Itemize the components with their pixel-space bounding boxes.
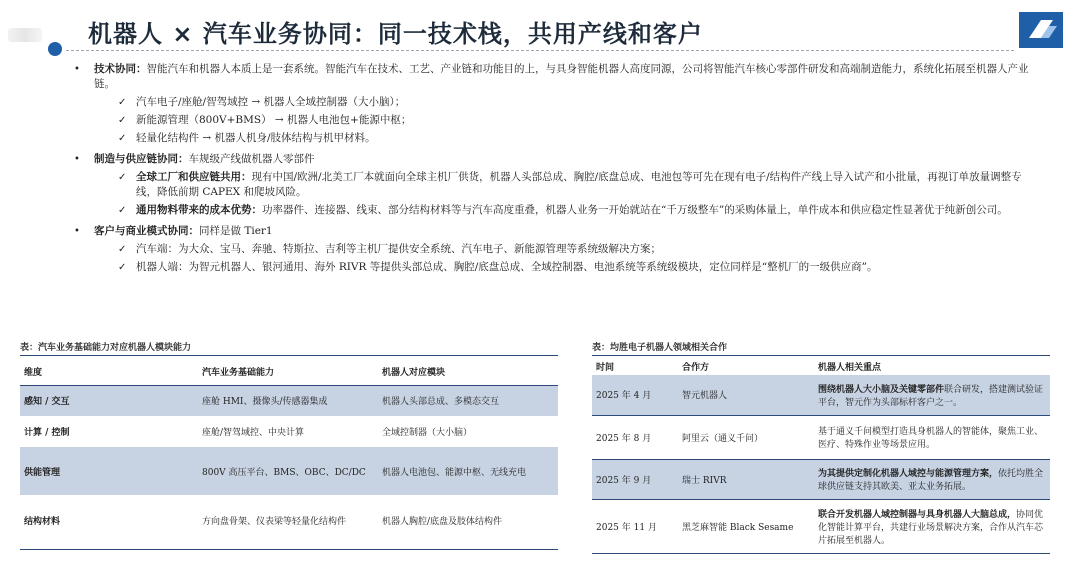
- page-header: [0, 0, 1080, 52]
- sub-item: [94, 242, 1030, 257]
- focus-text: 联合研发，搭建测试验证平台，智元作为头部标杆客户之一。: [818, 384, 1044, 408]
- bullet-section: [70, 62, 1030, 281]
- table2-top-rule: [592, 355, 1050, 356]
- table-row: [592, 499, 1050, 553]
- bullet-customer: [70, 224, 1030, 275]
- table-cell: [814, 499, 1050, 553]
- bullet-text: 车规级产线做机器人零部件: [188, 153, 315, 165]
- table2: [592, 357, 1050, 554]
- table-row: [20, 447, 558, 495]
- sub-item: [94, 95, 1030, 110]
- check-icon: ✓: [118, 205, 127, 216]
- check-icon: ✓: [118, 97, 127, 108]
- table-row: [592, 459, 1050, 499]
- table1-header-cell: 汽车业务基础能力: [198, 359, 378, 385]
- table1-title: 表：汽车业务基础能力对应机器人模块能力: [20, 343, 192, 353]
- table2-title: 表：均胜电子机器人领域相关合作: [592, 343, 728, 353]
- bullet-head: 客户与商业模式协同：: [94, 225, 199, 237]
- table-cell: 瑞士 RIVR: [678, 459, 814, 499]
- table1-header-cell: 维度: [20, 359, 198, 385]
- sub-item: [94, 260, 1030, 275]
- sub-item: [94, 203, 1030, 218]
- table-cell: 机器人胸腔/底盘及肢体结构件: [382, 516, 503, 527]
- table-row: [20, 385, 558, 416]
- table-row: [592, 415, 1050, 459]
- table1-bottom-rule: [20, 549, 558, 550]
- table-cell: 智元机器人: [678, 375, 814, 415]
- table2-header-cell: 合作方: [682, 362, 710, 373]
- table-cell: 黑芝麻智能 Black Sesame: [678, 499, 814, 553]
- table-cell: 方向盘骨架、仪表梁等轻量化结构件: [202, 516, 347, 527]
- table-cell: [814, 375, 1050, 415]
- table-cell: 2025 年 8 月: [592, 415, 678, 459]
- table1-top-rule: [20, 355, 558, 356]
- table-row: [592, 375, 1050, 415]
- sub-text: 功率器件、连接器、线束、部分结构材料等与汽车高度重叠，机器人业务一开始就站在“千万级整车”的采购体量上，单件成本和供应稳定性显著优于纯新创公司。: [262, 204, 1008, 216]
- sub-text: 机器人端：为智元机器人、银河通用、海外 RIVR 等提供头部总成、胸腔/底盘总成、全域控制器、电池系统等系统级模块，定位同样是“整机厂的一级供应商”。: [136, 261, 878, 273]
- table-cell: [814, 459, 1050, 499]
- check-icon: ✓: [118, 244, 127, 255]
- sub-item: [94, 113, 1030, 128]
- table-cell: 2025 年 4 月: [592, 375, 678, 415]
- check-icon: ✓: [118, 262, 127, 273]
- table-row: [20, 495, 558, 545]
- focus-text: 依托均胜全球供应链支持其欧美、亚太业务拓展。: [818, 469, 1044, 492]
- check-icon: ✓: [118, 133, 127, 144]
- bullet-head: 技术协同：: [94, 63, 147, 75]
- title-divider: [66, 50, 1014, 51]
- table-cell: 座舱 HMI、摄像头/传感器集成: [198, 385, 378, 416]
- focus-bold: 为其提供定制化机器人域控与能源管理方案，: [818, 469, 999, 479]
- focus-text: 基于通义千问模型打造具身机器人的智能体，聚焦工业、医疗、特殊作业等场景应用。: [818, 427, 1044, 450]
- check-icon: ✓: [118, 172, 127, 183]
- table1-header-cell: 机器人对应模块: [378, 359, 558, 385]
- focus-bold: 围绕机器人大小脑及关键零部件: [818, 384, 945, 395]
- table-cell: 供能管理: [20, 447, 198, 495]
- table-cell: 计算 / 控制: [20, 416, 198, 447]
- table-cell: 2025 年 9 月: [592, 459, 678, 499]
- table1: [20, 359, 558, 545]
- table-cell: 2025 年 11 月: [592, 499, 678, 553]
- table1-header-row: [20, 359, 558, 385]
- focus-bold: 联合开发机器人域控制器与具身机器人大脑总成，: [818, 509, 1017, 520]
- bullet-dot-icon: •: [74, 226, 80, 237]
- bullet-text: 同样是做 Tier1: [199, 225, 273, 237]
- brand-logo-icon: [1019, 12, 1063, 48]
- table-cell: 800V 高压平台、BMS、OBC、DC/DC: [198, 447, 378, 495]
- table-cell: [814, 415, 1050, 459]
- title-dot-icon: [48, 42, 62, 56]
- sub-head: 全球工厂和供应链共用：: [136, 171, 252, 183]
- sub-text: 新能源管理（800V+BMS） → 机器人电池包+能源中枢；: [136, 114, 412, 126]
- table2-header-cell: 机器人相关重点: [818, 362, 882, 373]
- check-icon: ✓: [118, 115, 127, 126]
- table-cell: 机器人头部总成、多模态交互: [378, 385, 558, 416]
- bullet-text: 智能汽车和机器人本质上是一套系统。智能汽车在技术、工艺、产业链和功能目的上，与具身智能机器人高度同源，公司将智能汽车核心零部件研发和高端制造能力，系统化拓展至机器人产业链。: [94, 63, 1029, 90]
- table-row: [20, 416, 558, 447]
- bullet-dot-icon: •: [74, 154, 80, 165]
- bullet-tech: [70, 62, 1030, 146]
- bullet-manufacturing: [70, 152, 1030, 218]
- table-cell: 阿里云（通义千问）: [678, 415, 814, 459]
- table2-header-row: [592, 357, 1050, 375]
- table-cell: 感知 / 交互: [20, 385, 198, 416]
- sub-text: 轻量化结构件 → 机器人机身/肢体结构与机甲材料。: [136, 132, 376, 144]
- sub-item: [94, 131, 1030, 146]
- sub-text: 汽车端：为大众、宝马、奔驰、特斯拉、吉利等主机厂提供安全系统、汽车电子、新能源管理等系统级解决方案；: [136, 243, 661, 255]
- sub-text: 现有中国/欧洲/北美工厂本就面向全球主机厂供货，机器人头部总成、胸腔/底盘总成、电池包等可先在现有电子/结构件产线上导入试产和小批量，再视订单放量调整专线，降低前期 CAPEX 和爬坡风险。: [136, 171, 1022, 198]
- table-cell: 座舱/智驾域控、中央计算: [198, 416, 378, 447]
- table-cell: 结构材料: [24, 516, 61, 527]
- table-cell: 全域控制器（大小脑）: [378, 416, 558, 447]
- sub-text: 汽车电子/座舱/智驾域控 → 机器人全域控制器（大小脑）；: [136, 96, 406, 108]
- page-title: 机器人 × 汽车业务协同：同一技术栈，共用产线和客户: [88, 20, 703, 48]
- watermark-mark: [8, 28, 42, 42]
- table2-header-cell: 时间: [596, 362, 615, 373]
- bullet-dot-icon: •: [74, 64, 80, 75]
- sub-head: 通用物料带来的成本优势：: [136, 204, 262, 216]
- sub-item: [94, 170, 1030, 200]
- bullet-head: 制造与供应链协同：: [94, 153, 189, 165]
- focus-text: 协同优化智能计算平台，共建行业场景解决方案，合作从汽车芯片拓展至机器人。: [818, 509, 1044, 546]
- table-cell: 机器人电池包、能源中枢、无线充电: [378, 447, 558, 495]
